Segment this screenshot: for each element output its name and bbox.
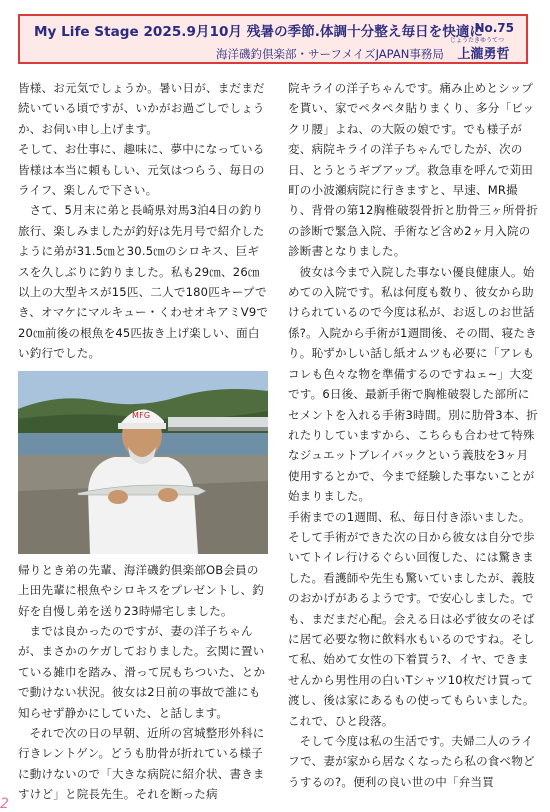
body-paragraph: 院キライの洋子ちゃんです。痛み止めとシップを貰い、家でペタペタ貼りまくり、多分「ビックリ腰」よね、の大阪の娘です。でも様子が変、病院キライの洋子ちゃんでしたが、次の日、とうとうギブアップ。救急車を呼んで苅田町の小波瀬病院に行きますと、早速、MR撮り、背骨の第12胸椎破裂骨折と肋骨三ヶ所骨折の診断で緊急入院、手術など含め2ヶ月入院の診断書となりました。 [288, 81, 539, 259]
issue-theme: 残暑の季節.体調十分整え毎日を快適に [246, 24, 484, 40]
issue-number: No.75 [474, 21, 514, 35]
left-column-text-bottom [18, 560, 270, 805]
body-paragraph: 帰りとき弟の先輩、海洋磯釣倶楽部OB会員の上田先輩に根魚やシロキスをプレゼントし、釣好を自慢し弟を送り23時帰宅しました。 [18, 562, 264, 618]
left-column-text-top [18, 78, 270, 364]
body-paragraph: までは良かったのですが、妻の洋子ちゃんが、まさかのケガしておりました。玄関に置いている雑巾を踏み、滑って尻もちついた、とかで動けない状況。彼女は2日前の事故で誰にも知らせず静かにしていた、と話します。 [18, 623, 266, 720]
body-paragraph: それで次の日の早朝、近所の宮城整形外科に行きレントゲン。どうも肋骨が折れている様子に動けないので「大きな病院に紹介状、書きますけど」と院長先生。それを断った病 [18, 725, 265, 802]
body-paragraph: 彼女は今まで入院した事ない優良健康人。始めての入院です。私は何度も数り、彼女から助けられているので今度は私が、お返しのお世話係?。入院から手術が1週間後、その間、寝たきり。恥ずかしい話し紙オムツも必要に「アレもコレも色々な物を準備するのですねェ~」大変です。6日後、最新手術で胸椎破裂した部所にセメントを入れる手術3時間。別に肋骨3本、折れたりしていますから、こちらも合わせて特殊なジュエットブレイバックという義肢を3ヶ月使用するとかで、今まで経験した事ないことが始まりました。 [288, 264, 539, 504]
newsletter-header [18, 14, 528, 64]
body-paragraph: 手術までの1週間、私、毎日付き添いました。そして手術ができた次の日から彼女は自分で歩いてトイレ行けるぐらい回復した、には驚きました。看護師や先生も驚いていましたが、義肢のおかげがあるようです。で安心しました。でも、まだまだ心配。会える日は必ず彼女のそばに居て必要な物に飲料水もいるのですね。そして私、始めて女性の下着買う?、イヤ、できませんから男性用の白いTシャツ10枚だけ買って渡し、後は家にあるもの使ってもらいました。これで、ひと段落。 [288, 509, 535, 728]
body-paragraph: そして今度は私の生活です。夫婦二人のライフで、妻が家から居なくなったら私の食べ物どうするの?。便利の良い世の中「弁当買 [288, 734, 535, 789]
header-title-line [34, 20, 483, 40]
right-column [288, 78, 540, 792]
body-paragraph: さて、5月末に弟と長崎県対馬3泊4日の釣り旅行、楽しみましたが釣好は先月号で紹介したように弟が31.5㎝と30.5㎝のシロキス、巨ギスを久しぶりに釣りました。私も29㎝、26㎝以上の大型キスが15匹、二人で180匹キープでき、オマケにマルキュー・くわせオキアミV9で20㎝前後の根魚を45匹抜き上げ楽しい、面白い釣行でした。 [18, 203, 269, 361]
organization-name: 海洋磯釣倶楽部・サーフメイズJAPAN事務局 [216, 47, 444, 61]
author-ruby: じょうたきゆうてつ [449, 37, 504, 44]
author-name: 上瀧勇哲 [457, 47, 510, 62]
left-column [18, 78, 270, 805]
man-holding-fish-photo [18, 371, 268, 554]
body-paragraph: そして、お仕事に、趣味に、夢中になっている皆様は本当に頼もしい、元気はつらう、毎日のライフ、楽しんで下さい。 [18, 142, 265, 198]
issue-date: 2025.9月10月 [143, 24, 243, 40]
cap-logo: MFG [132, 410, 151, 420]
right-column-text [288, 78, 540, 792]
series-name: My Life Stage [34, 24, 139, 40]
fishing-photo [18, 371, 268, 554]
header-byline [216, 43, 510, 62]
page-number: 2 [0, 796, 9, 812]
body-paragraph: 皆様、お元気でしょうか。暑い日が、まだまだ続いている頃ですが、いかがお過ごしでしょうか、お伺い申し上げます。 [18, 81, 265, 136]
